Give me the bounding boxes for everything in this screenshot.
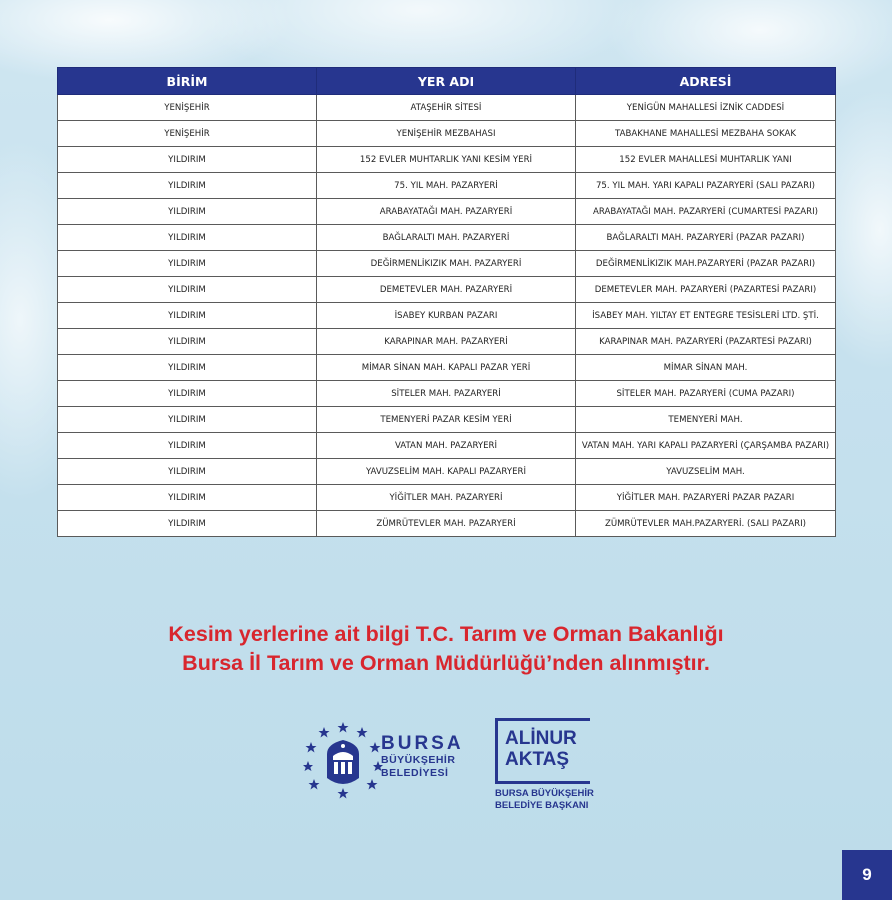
slaughter-sites-table — [57, 67, 836, 537]
alinur-aktas-title — [495, 788, 594, 812]
table-row — [58, 433, 836, 459]
alinur-aktas-name-line-1: ALİNUR — [505, 728, 577, 749]
cell-birim: YILDIRIM — [58, 355, 317, 381]
cell-yer-adi: YİĞİTLER MAH. PAZARYERİ — [317, 485, 576, 511]
cell-adresi: 152 EVLER MAHALLESİ MUHTARLIK YANI — [576, 147, 836, 173]
cell-yer-adi: DEĞİRMENLİKIZIK MAH. PAZARYERİ — [317, 251, 576, 277]
table-row — [58, 485, 836, 511]
cell-birim: YILDIRIM — [58, 433, 317, 459]
bursa-emblem-icon — [303, 720, 383, 800]
cell-birim: YILDIRIM — [58, 199, 317, 225]
bursa-logo-line-2: BÜYÜKŞEHİR — [381, 754, 456, 766]
cell-yer-adi: TEMENYERİ PAZAR KESİM YERİ — [317, 407, 576, 433]
table-row — [58, 407, 836, 433]
cell-birim: YILDIRIM — [58, 459, 317, 485]
table-row — [58, 381, 836, 407]
cell-adresi: YAVUZSELİM MAH. — [576, 459, 836, 485]
table-body — [58, 95, 836, 537]
cell-birim: YILDIRIM — [58, 147, 317, 173]
cell-yer-adi: MİMAR SİNAN MAH. KAPALI PAZAR YERİ — [317, 355, 576, 381]
cell-birim: YILDIRIM — [58, 251, 317, 277]
source-notice-line-2: Bursa İl Tarım ve Orman Müdürlüğü’nden alınmıştır. — [182, 651, 710, 675]
cell-birim: YILDIRIM — [58, 511, 317, 537]
alinur-aktas-title-line-2: BELEDİYE BAŞKANI — [495, 800, 589, 811]
page-number-badge — [842, 850, 892, 900]
cell-adresi: TEMENYERİ MAH. — [576, 407, 836, 433]
cell-adresi: VATAN MAH. YARI KAPALI PAZARYERİ (ÇARŞAMBA PAZARI) — [576, 433, 836, 459]
cell-adresi: İSABEY MAH. YILTAY ET ENTEGRE TESİSLERİ LTD. ŞTİ. — [576, 303, 836, 329]
alinur-aktas-name — [505, 728, 577, 770]
source-notice-line-1: Kesim yerlerine ait bilgi T.C. Tarım ve Orman Bakanlığı — [168, 622, 724, 646]
table-row — [58, 511, 836, 537]
table-row — [58, 147, 836, 173]
cell-birim: YENİŞEHİR — [58, 95, 317, 121]
table-header-row — [58, 68, 836, 95]
alinur-aktas-name-line-2: AKTAŞ — [505, 749, 570, 770]
column-header-yer-adi: YER ADI — [317, 68, 576, 95]
bursa-buyuksehir-logo — [303, 720, 473, 800]
cell-adresi: ZÜMRÜTEVLER MAH.PAZARYERİ. (SALI PAZARI) — [576, 511, 836, 537]
cell-adresi: SİTELER MAH. PAZARYERİ (CUMA PAZARI) — [576, 381, 836, 407]
table-row — [58, 277, 836, 303]
page-number: 9 — [862, 865, 872, 884]
cell-birim: YILDIRIM — [58, 277, 317, 303]
cell-birim: YILDIRIM — [58, 407, 317, 433]
alinur-aktas-title-line-1: BURSA BÜYÜKŞEHİR — [495, 788, 594, 799]
alinur-aktas-logo — [495, 718, 605, 818]
cell-yer-adi: İSABEY KURBAN PAZARI — [317, 303, 576, 329]
cell-birim: YILDIRIM — [58, 225, 317, 251]
cell-birim: YILDIRIM — [58, 173, 317, 199]
cell-adresi: ARABAYATAĞI MAH. PAZARYERİ (CUMARTESİ PAZARI) — [576, 199, 836, 225]
cell-yer-adi: SİTELER MAH. PAZARYERİ — [317, 381, 576, 407]
cell-yer-adi: ARABAYATAĞI MAH. PAZARYERİ — [317, 199, 576, 225]
cell-birim: YILDIRIM — [58, 381, 317, 407]
table-row — [58, 303, 836, 329]
bursa-logo-text — [381, 734, 464, 780]
cell-yer-adi: YAVUZSELİM MAH. KAPALI PAZARYERİ — [317, 459, 576, 485]
column-header-adresi: ADRESİ — [576, 68, 836, 95]
cell-adresi: 75. YIL MAH. YARI KAPALI PAZARYERİ (SALI PAZARI) — [576, 173, 836, 199]
table-row — [58, 95, 836, 121]
cell-yer-adi: ZÜMRÜTEVLER MAH. PAZARYERİ — [317, 511, 576, 537]
cell-birim: YILDIRIM — [58, 303, 317, 329]
table-row — [58, 225, 836, 251]
table-row — [58, 251, 836, 277]
table-row — [58, 355, 836, 381]
cell-adresi: BAĞLARALTI MAH. PAZARYERİ (PAZAR PAZARI) — [576, 225, 836, 251]
cell-adresi: YİĞİTLER MAH. PAZARYERİ PAZAR PAZARI — [576, 485, 836, 511]
cell-yer-adi: KARAPINAR MAH. PAZARYERİ — [317, 329, 576, 355]
cell-yer-adi: 75. YIL MAH. PAZARYERİ — [317, 173, 576, 199]
cell-birim: YILDIRIM — [58, 329, 317, 355]
cell-adresi: TABAKHANE MAHALLESİ MEZBAHA SOKAK — [576, 121, 836, 147]
cell-yer-adi: DEMETEVLER MAH. PAZARYERİ — [317, 277, 576, 303]
cell-adresi: DEMETEVLER MAH. PAZARYERİ (PAZARTESİ PAZARI) — [576, 277, 836, 303]
cell-yer-adi: 152 EVLER MUHTARLIK YANI KESİM YERİ — [317, 147, 576, 173]
table-row — [58, 121, 836, 147]
table-row — [58, 199, 836, 225]
cell-adresi: MİMAR SİNAN MAH. — [576, 355, 836, 381]
table-row — [58, 459, 836, 485]
bursa-logo-line-1: BURSA — [381, 733, 464, 754]
cell-adresi: KARAPINAR MAH. PAZARYERİ (PAZARTESİ PAZARI) — [576, 329, 836, 355]
sites-table-container — [57, 67, 835, 537]
cell-adresi: DEĞİRMENLİKIZIK MAH.PAZARYERİ (PAZAR PAZARI) — [576, 251, 836, 277]
cell-yer-adi: VATAN MAH. PAZARYERİ — [317, 433, 576, 459]
cell-yer-adi: BAĞLARALTI MAH. PAZARYERİ — [317, 225, 576, 251]
cell-adresi: YENİGÜN MAHALLESİ İZNİK CADDESİ — [576, 95, 836, 121]
source-notice — [0, 620, 892, 678]
cell-yer-adi: YENİŞEHİR MEZBAHASI — [317, 121, 576, 147]
cell-birim: YILDIRIM — [58, 485, 317, 511]
table-row — [58, 329, 836, 355]
cell-yer-adi: ATAŞEHİR SİTESİ — [317, 95, 576, 121]
column-header-birim: BİRİM — [58, 68, 317, 95]
bursa-logo-line-3: BELEDİYESİ — [381, 767, 449, 779]
cell-birim: YENİŞEHİR — [58, 121, 317, 147]
table-row — [58, 173, 836, 199]
